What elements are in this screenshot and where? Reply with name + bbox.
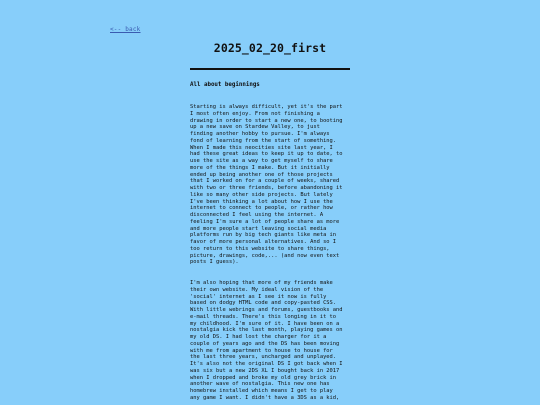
post-paragraph: I'm also hoping that more of my friends make their own website. My ideal vision of the 'social' internet as I see it now is fully based on dodgy HTML code and copy-pasted CSS. With little webrings and forums, guestbooks and e-mail threads. There's this longing in it to my childhood. I'm sure of it. I have been on a nostalgia kick the last month, playing games on my old DS. I had lost the charger for it a couple of years ago and the DS has been moving with me from apartment to house to house for the last three years, uncharged and unplayed. It's also not the original DS I got back when I was six but a new 2DS XL I bought back in 2017 when I dropped and broke my old grey brick in another wave of nostalgia. This new one has homebrew installed which means I get to play any game I want. I didn't have a 3DS as a kid, bbox=[190, 280, 343, 401]
post-title: 2025_02_20_first bbox=[213, 41, 327, 55]
post-subtitle: All about beginnings bbox=[190, 82, 260, 88]
title-divider bbox=[190, 68, 350, 70]
back-link[interactable]: <-- back bbox=[110, 26, 141, 33]
post-paragraph: Starting is always difficult, yet it's the part I most often enjoy. From not finishing a drawing in order to start a new one, to booting up a new save on Stardew Valley, to just finding another hobby to pursue. I'm always fond of learning from the start of something. When I made this neocities site last year, I had these great ideas to keep it up to date, to use the site as a way to get myself to share more of the things I make. But it initially ended up being another one of those projects that I worked on for a couple of weeks, shared with two or three friends, before abandoning it like so many other side projects. But lately I've been thinking a lot about how I use the internet to connect to people, or rather how disconnected I feel using the internet. A feeling I'm sure a lot of people share as more and more people start leaving social media platforms run by big tech giants like meta in favor of more personal alternatives. And so I too return to this website to share things, picture, drawings, code,... (and now even text posts I guess). bbox=[190, 104, 343, 266]
